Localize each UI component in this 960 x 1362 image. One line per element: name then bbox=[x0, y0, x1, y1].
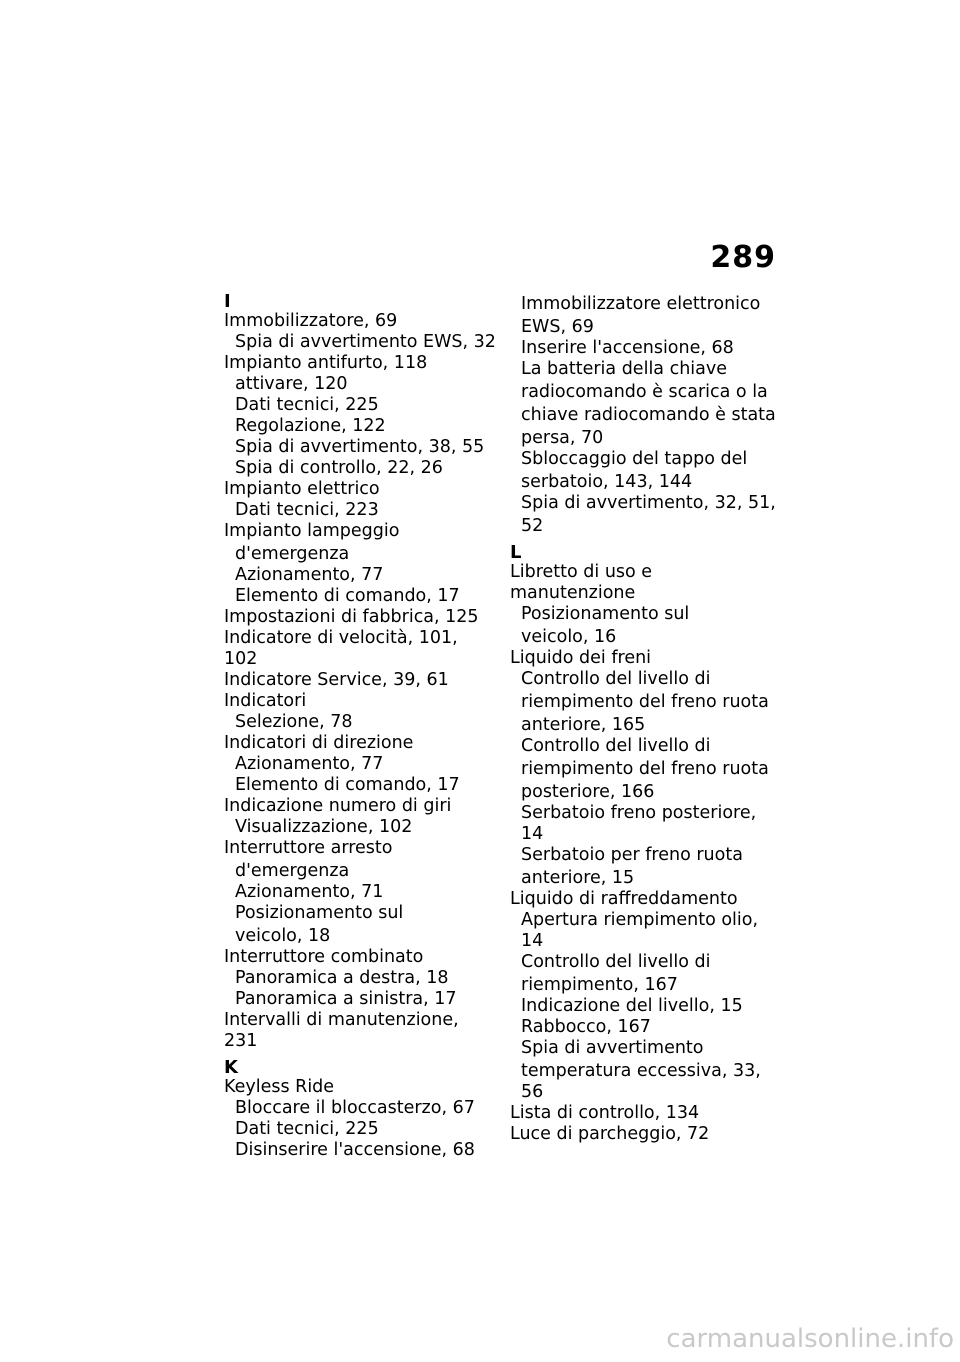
index-entry: Indicatori di direzione bbox=[224, 733, 414, 753]
index-entry-continuation: EWS, 69 bbox=[521, 317, 594, 337]
index-entry: Libretto di uso e manutenzione bbox=[510, 562, 653, 603]
index-entry-continuation: temperatura eccessiva, 33, 56 bbox=[521, 1061, 761, 1102]
index-entry: Indicatore Service, 39, 61 bbox=[224, 670, 449, 690]
index-subentry: La batteria della chiave bbox=[521, 359, 728, 379]
index-subentry: Controllo del livello di bbox=[521, 669, 711, 689]
index-subentry: Panoramica a destra, 18 bbox=[235, 968, 449, 988]
index-entry-continuation: serbatoio, 143, 144 bbox=[521, 472, 693, 492]
index-entry-continuation: riempimento, 167 bbox=[521, 975, 678, 995]
index-subentry: Posizionamento sul bbox=[521, 604, 690, 624]
index-entry: Interruttore arresto bbox=[224, 838, 393, 858]
index-entry: Interruttore combinato bbox=[224, 947, 424, 967]
index-entry: Impianto elettrico bbox=[224, 479, 380, 499]
index-subentry: Spia di avvertimento, 32, 51, bbox=[521, 493, 776, 513]
index-entry-continuation: chiave radiocomando è stata bbox=[521, 405, 776, 425]
index-entry: Keyless Ride bbox=[224, 1077, 335, 1097]
index-subentry: Spia di controllo, 22, 26 bbox=[235, 458, 443, 478]
index-entry: Impianto antifurto, 118 bbox=[224, 353, 428, 373]
index-subentry: Dati tecnici, 225 bbox=[235, 395, 379, 415]
index-column-right bbox=[510, 294, 782, 1145]
index-section-letter: L bbox=[510, 542, 522, 563]
index-entry-continuation: veicolo, 16 bbox=[521, 627, 617, 647]
index-entry-continuation: d'emergenza bbox=[235, 861, 350, 881]
index-subentry: Regolazione, 122 bbox=[235, 416, 386, 436]
index-subentry: Controllo del livello di bbox=[521, 952, 711, 972]
index-subentry: Bloccare il bloccasterzo, 67 bbox=[235, 1098, 475, 1118]
index-entry: Liquido di raffreddamento bbox=[510, 889, 738, 909]
index-column-left bbox=[224, 292, 496, 1161]
index-subentry: Elemento di comando, 17 bbox=[235, 586, 460, 606]
index-section-letter: I bbox=[224, 291, 231, 312]
index-entry-continuation: persa, 70 bbox=[521, 428, 604, 448]
index-subentry: Spia di avvertimento bbox=[521, 1038, 704, 1058]
index-subentry: Controllo del livello di bbox=[521, 736, 711, 756]
index-subentry: Apertura riempimento olio, 14 bbox=[521, 910, 759, 951]
index-entry: Immobilizzatore, 69 bbox=[224, 311, 398, 331]
index-section-letter: K bbox=[224, 1057, 238, 1078]
index-subentry: Disinserire l'accensione, 68 bbox=[235, 1140, 475, 1160]
index-entry: Intervalli di manutenzione, 231 bbox=[224, 1010, 459, 1051]
index-subentry: Dati tecnici, 225 bbox=[235, 1119, 379, 1139]
index-subentry: Spia di avvertimento, 38, 55 bbox=[235, 437, 485, 457]
watermark: carmanualsonline.info bbox=[666, 1324, 954, 1354]
index-subentry: Selezione, 78 bbox=[235, 712, 353, 732]
index-subentry: Visualizzazione, 102 bbox=[235, 817, 413, 837]
index-subentry: Sbloccaggio del tappo del bbox=[521, 449, 748, 469]
index-entry-continuation: riempimento del freno ruota bbox=[521, 759, 769, 779]
index-entry: Indicatori bbox=[224, 691, 307, 711]
index-entry-continuation: anteriore, 15 bbox=[521, 868, 635, 888]
page-number: 289 bbox=[710, 240, 776, 275]
index-subentry: Posizionamento sul bbox=[235, 903, 404, 923]
index-subentry: Elemento di comando, 17 bbox=[235, 775, 460, 795]
index-entry-continuation: d'emergenza bbox=[235, 544, 350, 564]
index-entry-continuation: veicolo, 18 bbox=[235, 926, 331, 946]
index-subentry: Azionamento, 71 bbox=[235, 882, 384, 902]
index-entry-continuation: posteriore, 166 bbox=[521, 782, 655, 802]
index-subentry: attivare, 120 bbox=[235, 374, 348, 394]
index-entry: Luce di parcheggio, 72 bbox=[510, 1124, 710, 1144]
index-entry-continuation: radiocomando è scarica o la bbox=[521, 382, 768, 402]
index-subentry: Immobilizzatore elettronico bbox=[521, 294, 761, 314]
index-entry: Impianto lampeggio bbox=[224, 521, 400, 541]
index-subentry: Panoramica a sinistra, 17 bbox=[235, 989, 457, 1009]
index-subentry: Azionamento, 77 bbox=[235, 565, 384, 585]
index-entry: Impostazioni di fabbrica, 125 bbox=[224, 607, 479, 627]
index-entry: Indicazione numero di giri bbox=[224, 796, 452, 816]
index-subentry: Azionamento, 77 bbox=[235, 754, 384, 774]
index-subentry: Inserire l'accensione, 68 bbox=[521, 338, 734, 358]
index-subentry: Dati tecnici, 223 bbox=[235, 500, 379, 520]
index-subentry: Serbatoio freno posteriore, 14 bbox=[521, 803, 757, 844]
index-subentry: Serbatoio per freno ruota bbox=[521, 845, 743, 865]
index-subentry: Indicazione del livello, 15 bbox=[521, 996, 743, 1016]
index-subentry: Spia di avvertimento EWS, 32 bbox=[235, 332, 496, 352]
index-subentry: Rabbocco, 167 bbox=[521, 1017, 651, 1037]
index-entry: Liquido dei freni bbox=[510, 648, 652, 668]
index-entry-continuation: 52 bbox=[521, 516, 544, 536]
index-entry: Indicatore di velocità, 101, 102 bbox=[224, 628, 458, 669]
index-entry-continuation: riempimento del freno ruota bbox=[521, 692, 769, 712]
index-entry: Lista di controllo, 134 bbox=[510, 1103, 700, 1123]
index-entry-continuation: anteriore, 165 bbox=[521, 715, 646, 735]
